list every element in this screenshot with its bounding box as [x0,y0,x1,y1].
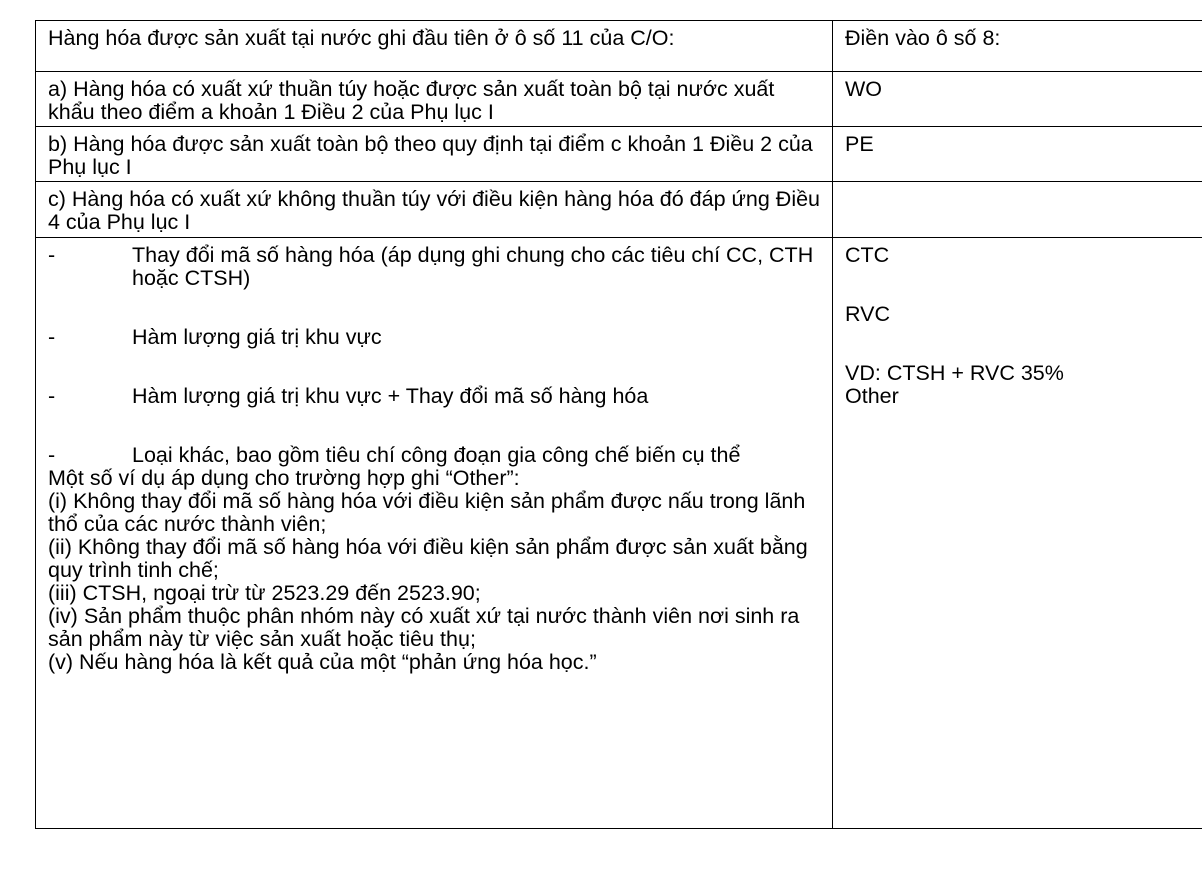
criteria-detail-cell [36,238,833,829]
criterion-other: Loại khác, bao gồm tiêu chí công đoạn gia công chế biến cụ thể [132,443,741,467]
example-item-iv: (iv) Sản phẩm thuộc phân nhóm này có xuất xứ tại nước thành viên nơi sinh ra sản phẩm này từ việc sản xuất hoặc tiêu thụ; [48,604,800,651]
code-rvc: RVC [845,302,891,326]
criteria-code-cell [833,238,1202,829]
row-a-code: WO [833,72,1202,127]
row-a-description: a) Hàng hóa có xuất xứ thuần túy hoặc được sản xuất toàn bộ tại nước xuất khẩu theo điểm a khoản 1 Điều 2 của Phụ lục I [36,72,833,127]
row-b-code: PE [833,127,1202,182]
row-b-description: b) Hàng hóa được sản xuất toàn bộ theo quy định tại điểm c khoản 1 Điều 2 của Phụ lục I [36,127,833,182]
header-right-cell: Điền vào ô số 8: [833,21,1202,72]
table-row [36,127,1202,182]
example-item-iii: (iii) CTSH, ngoại trừ từ 2523.29 đến 2523.90; [48,581,481,605]
code-example: VD: CTSH + RVC 35% [845,361,1064,385]
code-ctc: CTC [845,243,890,267]
dash-marker: - [48,443,56,467]
row-c-code [833,182,1202,238]
dash-marker: - [48,384,56,408]
examples-intro: Một số ví dụ áp dụng cho trường hợp ghi “Other”: [48,466,520,490]
list-item [48,385,820,408]
table-header-row [36,21,1202,72]
criterion-rvc: Hàm lượng giá trị khu vực [132,325,382,349]
row-c-description: c) Hàng hóa có xuất xứ không thuần túy với điều kiện hàng hóa đó đáp ứng Điều 4 của Phụ lục I [36,182,833,238]
code-other: Other [845,384,899,408]
example-item-ii: (ii) Không thay đổi mã số hàng hóa với điều kiện sản phẩm được sản xuất bằng quy trình tinh chế; [48,535,808,582]
dash-marker: - [48,243,56,267]
list-item [48,244,820,290]
dash-marker: - [48,325,56,349]
table-row [36,238,1202,829]
table-row [36,72,1202,127]
list-item [48,326,820,349]
origin-criteria-table [35,20,1202,829]
criterion-rvc-ctc: Hàm lượng giá trị khu vực + Thay đổi mã số hàng hóa [132,384,649,408]
header-left-cell: Hàng hóa được sản xuất tại nước ghi đầu tiên ở ô số 11 của C/O: [36,21,833,72]
criterion-ctc: Thay đổi mã số hàng hóa (áp dụng ghi chung cho các tiêu chí CC, CTH hoặc CTSH) [132,243,814,290]
example-item-v: (v) Nếu hàng hóa là kết quả của một “phản ứng hóa học.” [48,650,597,674]
list-item [48,444,820,467]
table-row [36,182,1202,238]
example-item-i: (i) Không thay đổi mã số hàng hóa với điều kiện sản phẩm được nấu trong lãnh thổ của các nước thành viên; [48,489,806,536]
